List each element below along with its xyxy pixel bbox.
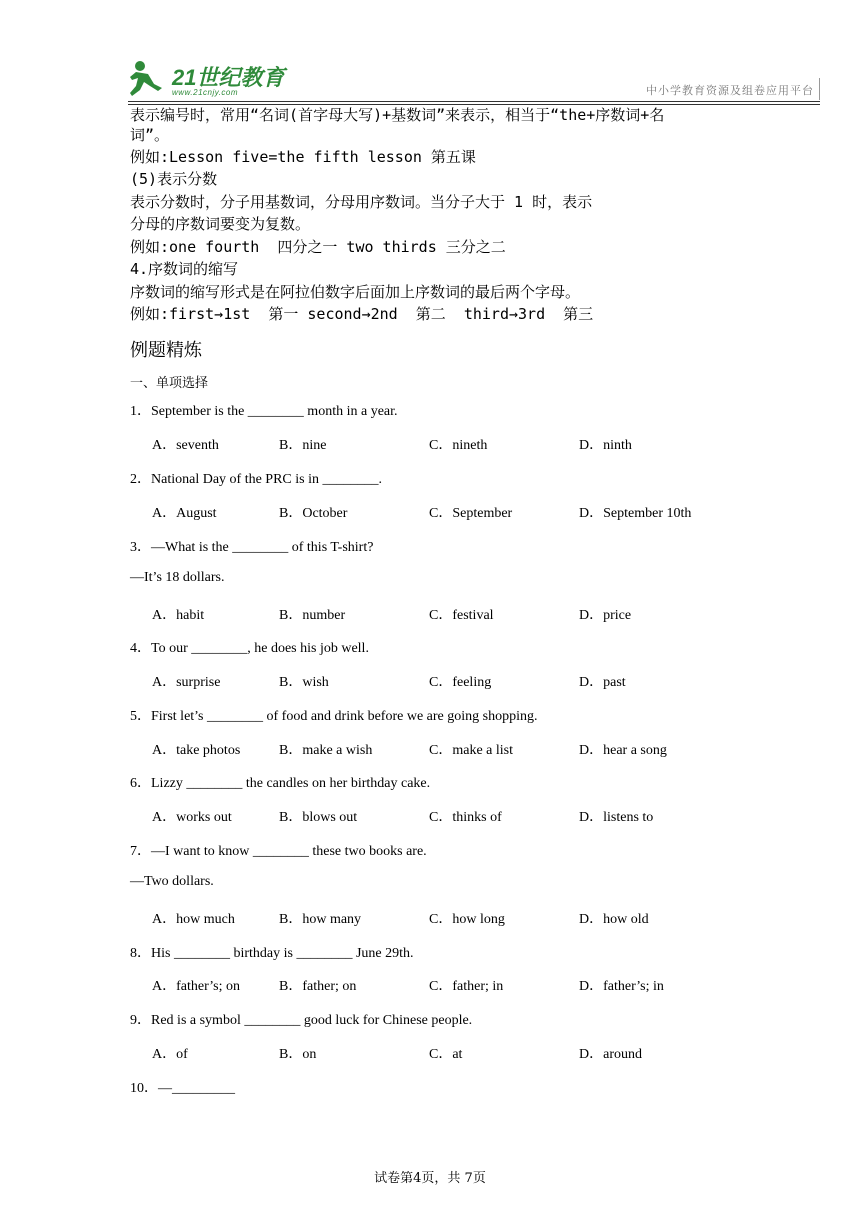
question-stem: 4．To our ________, he does his job well. [130, 641, 369, 656]
note-line: 表示编号时，常用“名词(首字母大写)+基数词”来表示，相当于“the+序数词+名 [130, 106, 665, 124]
option-a[interactable]: A．seventh [152, 438, 219, 453]
question-stem: 10．—_________ [130, 1081, 235, 1096]
note-line: 4.序数词的缩写 [130, 260, 239, 278]
note-line: 分母的序数词要变为复数。 [130, 215, 311, 233]
question-reply: —Two dollars. [130, 874, 214, 889]
question-options [152, 604, 752, 624]
option-c[interactable]: C．father; in [429, 979, 504, 994]
option-a[interactable]: A．take photos [152, 743, 241, 758]
option-b[interactable]: B．on [279, 1047, 317, 1062]
logo-url: www.21cnjy.com [172, 88, 238, 97]
option-c[interactable]: C．September [429, 506, 513, 521]
question-options [152, 806, 752, 826]
note-line: 例如:first→1st 第一 second→2nd 第二 third→3rd 第三 [130, 305, 594, 323]
page-header [128, 58, 820, 104]
question-options [152, 434, 752, 454]
option-c[interactable]: C．how long [429, 912, 505, 927]
question-stem: 7．—I want to know ________ these two books are. [130, 844, 427, 859]
option-a[interactable]: A．how much [152, 912, 235, 927]
option-a[interactable]: A．father’s; on [152, 979, 240, 994]
option-a[interactable]: A．August [152, 506, 217, 521]
option-d[interactable]: D．father’s; in [579, 979, 664, 994]
question-stem: 8．His ________ birthday is ________ June 29th. [130, 946, 414, 961]
question-options [152, 739, 752, 759]
note-line: 表示分数时，分子用基数词，分母用序数词。当分子大于 1 时，表示 [130, 193, 593, 211]
question-options [152, 1043, 752, 1063]
option-c[interactable]: C．make a list [429, 743, 513, 758]
question-options [152, 908, 752, 928]
option-c[interactable]: C．nineth [429, 438, 488, 453]
option-a[interactable]: A．surprise [152, 675, 221, 690]
option-a[interactable]: A．habit [152, 608, 205, 623]
option-d[interactable]: D．ninth [579, 438, 632, 453]
option-b[interactable]: B．wish [279, 675, 329, 690]
note-line: 序数词的缩写形式是在阿拉伯数字后面加上序数词的最后两个字母。 [130, 283, 581, 301]
question-stem: 1．September is the ________ month in a year. [130, 404, 398, 419]
option-b[interactable]: B．number [279, 608, 346, 623]
option-d[interactable]: D．September 10th [579, 506, 692, 521]
option-c[interactable]: C．festival [429, 608, 494, 623]
option-b[interactable]: B．make a wish [279, 743, 373, 758]
option-d[interactable]: D．price [579, 608, 632, 623]
note-line: 词”。 [130, 126, 170, 144]
option-d[interactable]: D．how old [579, 912, 649, 927]
option-b[interactable]: B．how many [279, 912, 362, 927]
note-line: 例如:Lesson five=the fifth lesson 第五课 [130, 148, 476, 166]
option-d[interactable]: D．around [579, 1047, 642, 1062]
question-options [152, 671, 752, 691]
question-options [152, 502, 752, 522]
option-d[interactable]: D．hear a song [579, 743, 667, 758]
header-rule [128, 101, 820, 102]
question-stem: 9．Red is a symbol ________ good luck for Chinese people. [130, 1013, 473, 1028]
option-a[interactable]: A．of [152, 1047, 188, 1062]
section-title: 例题精炼 [130, 340, 202, 361]
option-a[interactable]: A．works out [152, 810, 232, 825]
question-stem: 5．First let’s ________ of food and drink before we are going shopping. [130, 709, 538, 724]
question-options [152, 975, 752, 995]
platform-name: 中小学教育资源及组卷应用平台 [646, 84, 814, 97]
option-c[interactable]: C．feeling [429, 675, 492, 690]
question-reply: —It’s 18 dollars. [130, 570, 225, 585]
option-b[interactable]: B．father; on [279, 979, 357, 994]
question-stem: 6．Lizzy ________ the candles on her birthday cake. [130, 776, 431, 791]
option-b[interactable]: B．blows out [279, 810, 358, 825]
option-d[interactable]: D．listens to [579, 810, 654, 825]
note-line: 例如:one fourth 四分之一 two thirds 三分之二 [130, 238, 506, 256]
subsection-title: 一、单项选择 [130, 376, 209, 391]
question-stem: 3．—What is the ________ of this T-shirt? [130, 540, 374, 555]
option-b[interactable]: B．October [279, 506, 348, 521]
logo-text: 21世纪教育 [172, 65, 285, 90]
option-b[interactable]: B．nine [279, 438, 327, 453]
site-logo [128, 58, 298, 102]
option-c[interactable]: C．at [429, 1047, 463, 1062]
note-line: (5)表示分数 [130, 170, 218, 188]
header-divider [819, 78, 820, 100]
question-stem: 2．National Day of the PRC is in ________. [130, 472, 382, 487]
option-c[interactable]: C．thinks of [429, 810, 502, 825]
option-d[interactable]: D．past [579, 675, 626, 690]
page-footer: 试卷第4页，共 7页 [374, 1171, 486, 1186]
